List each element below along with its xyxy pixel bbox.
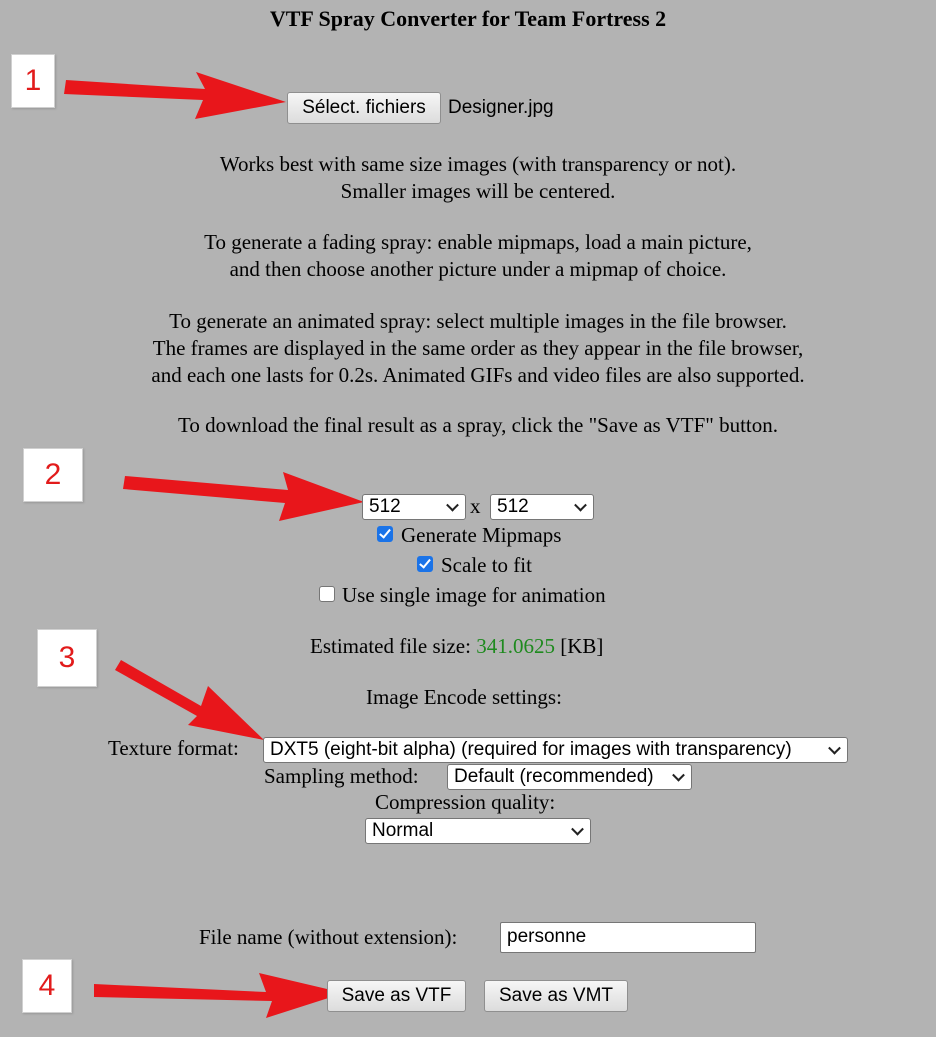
encode-settings-heading: Image Encode settings: bbox=[366, 685, 562, 709]
instruction-line-8: To download the final result as a spray, click the "Save as VTF" button. bbox=[177, 413, 779, 437]
save-vmt-button[interactable]: Save as VMT bbox=[484, 980, 628, 1012]
chevron-down-icon bbox=[446, 499, 459, 512]
estimated-file-size bbox=[310, 634, 603, 659]
size-separator: x bbox=[470, 494, 481, 518]
page-title: VTF Spray Converter for Team Fortress 2 bbox=[269, 6, 667, 31]
compression-quality-label: Compression quality: bbox=[375, 790, 556, 814]
chevron-down-icon bbox=[574, 499, 587, 512]
width-select[interactable] bbox=[362, 494, 466, 520]
texture-format-value: DXT5 (eight-bit alpha) (required for images with transparency) bbox=[270, 739, 792, 760]
texture-format-label: Texture format: bbox=[108, 736, 239, 760]
instruction-line-1: Works best with same size images (with transparency or not). bbox=[219, 152, 737, 176]
step-2-badge: 2 bbox=[23, 448, 83, 502]
sampling-method-select[interactable] bbox=[447, 764, 692, 790]
sampling-method-label: Sampling method: bbox=[264, 764, 419, 788]
scale-to-fit-checkbox[interactable] bbox=[417, 556, 433, 572]
instruction-line-4: and then choose another picture under a mipmap of choice. bbox=[229, 257, 727, 281]
single-image-animation-checkbox[interactable] bbox=[319, 586, 335, 602]
instruction-line-7: and each one lasts for 0.2s. Animated GIFs and video files are also supported. bbox=[151, 363, 805, 387]
file-name-input[interactable]: personne bbox=[500, 922, 756, 953]
generate-mipmaps-checkbox[interactable] bbox=[377, 526, 393, 542]
step-3-badge: 3 bbox=[37, 629, 97, 687]
select-files-button[interactable]: Sélect. fichiers bbox=[287, 92, 441, 124]
texture-format-select[interactable] bbox=[263, 737, 848, 763]
estimated-file-size-unit: [KB] bbox=[560, 634, 604, 658]
generate-mipmaps-label: Generate Mipmaps bbox=[401, 523, 562, 547]
estimated-file-size-value: 341.0625 bbox=[476, 634, 555, 658]
chevron-down-icon bbox=[571, 823, 584, 836]
arrow-icon bbox=[0, 0, 1, 1]
chevron-down-icon bbox=[672, 769, 685, 782]
height-select-value: 512 bbox=[497, 496, 529, 517]
step-4-badge: 4 bbox=[22, 959, 72, 1013]
compression-quality-select[interactable] bbox=[365, 818, 591, 844]
height-select[interactable] bbox=[490, 494, 594, 520]
step-1-badge: 1 bbox=[11, 54, 55, 108]
chevron-down-icon bbox=[828, 742, 841, 755]
instruction-line-2: Smaller images will be centered. bbox=[340, 179, 616, 203]
instruction-line-3: To generate a fading spray: enable mipmaps, load a main picture, bbox=[204, 230, 752, 254]
sampling-method-value: Default (recommended) bbox=[454, 766, 654, 787]
save-vtf-button[interactable]: Save as VTF bbox=[327, 980, 466, 1012]
file-name-label: File name (without extension): bbox=[199, 925, 458, 949]
estimated-file-size-label: Estimated file size: bbox=[310, 634, 471, 658]
instruction-line-5: To generate an animated spray: select multiple images in the file browser. bbox=[169, 309, 787, 333]
instruction-line-6: The frames are displayed in the same order as they appear in the file browser, bbox=[152, 336, 804, 360]
selected-file-name: Designer.jpg bbox=[448, 97, 554, 118]
single-image-animation-label: Use single image for animation bbox=[342, 583, 606, 607]
scale-to-fit-label: Scale to fit bbox=[441, 553, 532, 577]
compression-quality-value: Normal bbox=[372, 820, 434, 841]
width-select-value: 512 bbox=[369, 496, 401, 517]
